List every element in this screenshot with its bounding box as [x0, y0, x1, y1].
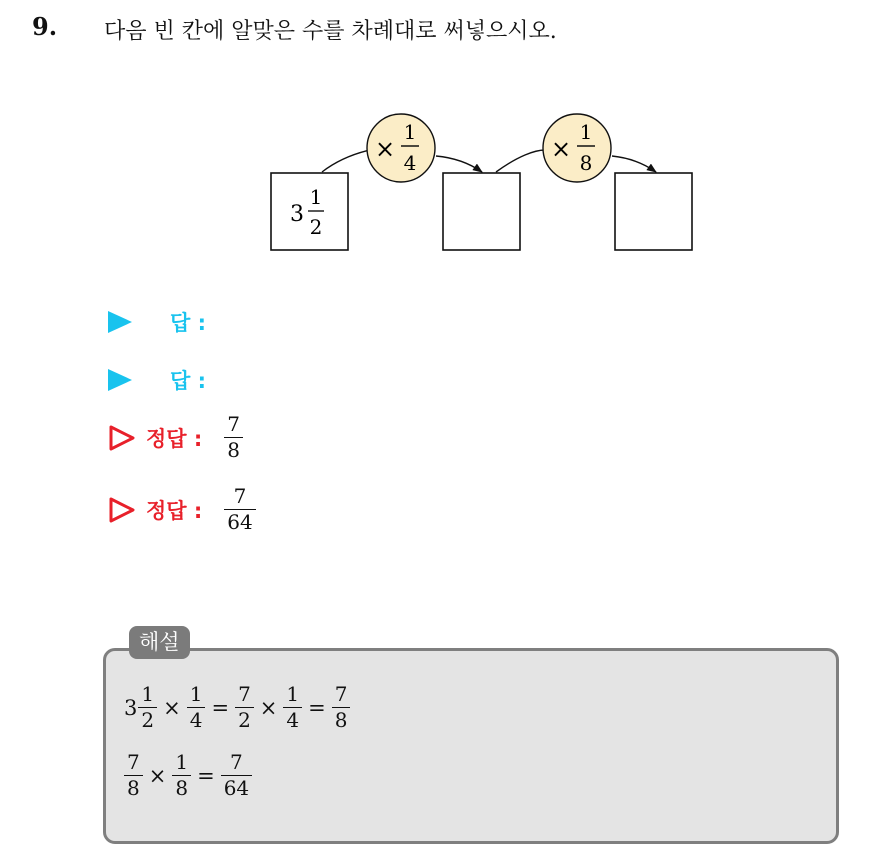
denominator: 2 [138, 707, 157, 731]
numerator: 7 [127, 750, 140, 774]
numerator: 7 [227, 412, 241, 436]
times-sign: × [259, 695, 278, 720]
fraction [172, 752, 191, 799]
question-number: 9. [32, 12, 58, 41]
numerator: 7 [233, 484, 247, 508]
correct-row-1 [108, 414, 243, 461]
question-text: 다음 빈 칸에 알맞은 수를 차례대로 써넣으시오. [104, 19, 557, 44]
solution-box [103, 648, 839, 844]
fraction [187, 684, 206, 731]
numerator: 7 [238, 682, 251, 706]
denominator: 64 [224, 509, 255, 533]
denominator: 8 [172, 775, 191, 799]
operation-diagram [0, 0, 884, 300]
fraction [124, 752, 143, 799]
denominator: 4 [187, 707, 206, 731]
correct-label: 정답 : [146, 498, 203, 523]
answer-label: 답 : [170, 369, 206, 393]
fraction [138, 684, 157, 731]
times-sign: × [148, 763, 167, 788]
fraction [283, 684, 302, 731]
fraction [235, 684, 254, 731]
op2-symbol: × [550, 135, 572, 163]
denominator: 64 [221, 775, 252, 799]
denominator: 4 [283, 707, 302, 731]
answer-row-1 [108, 307, 206, 337]
equals-sign: = [197, 763, 215, 788]
answer-box-2 [615, 173, 692, 250]
answer-row-2 [108, 365, 206, 395]
denominator: 8 [124, 775, 143, 799]
start-whole: 3 [290, 202, 304, 227]
op2-denominator: 8 [579, 151, 593, 175]
numerator: 1 [175, 750, 189, 774]
outline-triangle-icon [108, 497, 136, 523]
denominator: 8 [224, 437, 243, 461]
whole-number: 3 [124, 695, 138, 720]
op1-symbol: × [374, 135, 396, 163]
fraction [332, 684, 351, 731]
numerator: 7 [230, 750, 243, 774]
start-denominator: 2 [309, 215, 323, 239]
op1-numerator: 1 [403, 120, 417, 144]
times-sign: × [163, 695, 181, 720]
answer-label: 답 : [170, 311, 206, 335]
arrow-2b [612, 156, 656, 172]
numerator: 1 [286, 682, 300, 706]
correct-fraction-2 [224, 486, 255, 533]
equals-sign: = [211, 695, 230, 720]
correct-label: 정답 : [146, 426, 203, 451]
op2-numerator: 1 [579, 120, 593, 144]
outline-triangle-icon [108, 425, 136, 451]
play-triangle-icon [108, 311, 132, 333]
solution-tab: 해설 [129, 626, 190, 659]
op1-denominator: 4 [403, 151, 417, 175]
arrow-2 [496, 150, 545, 172]
solution-line-2 [124, 752, 252, 799]
arrow-1 [322, 150, 369, 172]
solution-line-1 [124, 684, 350, 731]
play-triangle-icon [108, 369, 132, 391]
equals-sign: = [308, 695, 326, 720]
correct-row-2 [108, 486, 256, 533]
numerator: 1 [189, 682, 203, 706]
answer-box-1 [443, 173, 520, 250]
numerator: 7 [334, 682, 348, 706]
arrow-1b [436, 156, 482, 172]
correct-fraction-1 [224, 414, 243, 461]
denominator: 8 [332, 707, 351, 731]
start-numerator: 1 [309, 185, 323, 209]
denominator: 2 [235, 707, 254, 731]
fraction [221, 752, 252, 799]
numerator: 1 [141, 682, 155, 706]
